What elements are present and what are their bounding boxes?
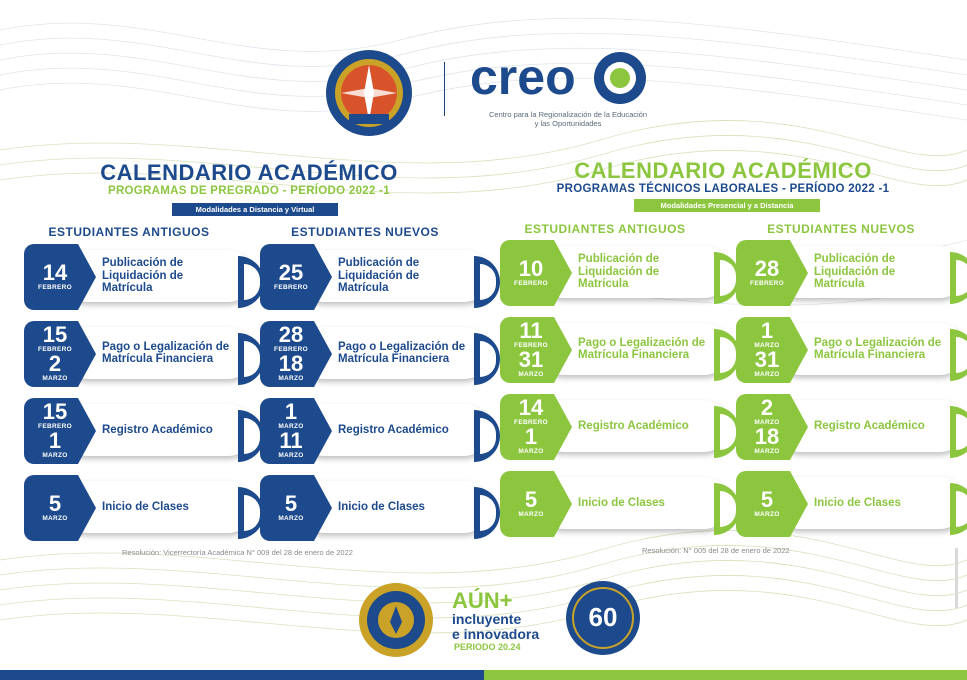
card-label: Publicación de Liquidación de Matrícula — [578, 253, 660, 291]
header-divider — [444, 62, 445, 116]
day-start: 25 — [278, 259, 304, 285]
card-label: Inicio de Clases — [814, 496, 901, 509]
card-dates — [262, 475, 320, 541]
pregrado-modalidad-badge: Modalidades a Distancia y Virtual — [172, 203, 338, 216]
month-end: MARZO — [518, 371, 544, 378]
month-start: FEBRERO — [514, 342, 548, 349]
card-dates — [26, 244, 84, 310]
day-start: 5 — [760, 486, 774, 512]
pregrado-antiguos-card — [24, 398, 244, 464]
card-end-cap-inner — [956, 337, 967, 373]
month-start: FEBRERO — [514, 279, 548, 287]
card-end-cap-inner — [956, 491, 967, 527]
month-start: MARZO — [754, 419, 780, 426]
month-start: FEBRERO — [274, 346, 308, 353]
tecnicos-resolucion: Resolución: N° 005 del 28 de enero de 2022 — [642, 546, 790, 555]
pregrado-nuevos-card — [260, 244, 480, 310]
card-end-cap-inner — [956, 414, 967, 450]
tecnicos-title: CALENDARIO ACADÉMICO — [574, 158, 872, 183]
card-dates — [502, 471, 560, 537]
tecnicos-nuevos-card — [736, 240, 956, 306]
tecnicos-subtitle: PROGRAMAS TÉCNICOS LABORALES - PERÍODO 2022 -1 — [556, 183, 890, 195]
tecnicos-col-nuevos: ESTUDIANTES NUEVOS — [767, 222, 915, 236]
month-end: MARZO — [42, 452, 68, 459]
month-end: MARZO — [754, 371, 780, 378]
creo-wordmark: creo — [470, 49, 576, 105]
card-label: Inicio de Clases — [578, 496, 665, 509]
universidad-magdalena-logo — [324, 48, 414, 138]
card-label: Pago o Legalización de Matrícula Financiera — [102, 340, 230, 365]
day-start: 15 — [42, 399, 68, 424]
pregrado-antiguos-card — [24, 321, 244, 387]
creo-subtitle — [478, 110, 658, 128]
card-label: Pago o Legalización de Matrícula Financiera — [814, 336, 942, 361]
slogan-incluyente: incluyente — [452, 611, 522, 627]
month-start: MARZO — [278, 423, 304, 430]
day-start: 15 — [42, 322, 68, 347]
month-start: FEBRERO — [514, 419, 548, 426]
day-start: 28 — [278, 322, 304, 347]
day-start: 28 — [754, 255, 780, 281]
month-start: MARZO — [278, 514, 304, 522]
card-dates — [26, 321, 84, 387]
pregrado-antiguos-card — [24, 244, 244, 310]
pregrado-subtitle: PROGRAMAS DE PREGRADO - PERÍODO 2022 -1 — [107, 185, 390, 197]
card-label: Publicación de Liquidación de Matrícula — [102, 257, 184, 295]
pregrado-title: CALENDARIO ACADÉMICO — [100, 160, 398, 185]
month-start: FEBRERO — [750, 279, 784, 287]
tecnicos-nuevos-card — [736, 471, 956, 537]
tecnicos-antiguos-card — [500, 240, 720, 306]
tecnicos-antiguos-card — [500, 394, 720, 460]
day-start: 2 — [760, 395, 774, 420]
slogan-periodo: PERIODO 20.24 — [454, 642, 521, 652]
acreditacion-seal — [358, 582, 434, 658]
aniversario-number: 60 — [588, 602, 618, 632]
card-end-cap-inner — [956, 260, 967, 296]
card-dates — [502, 317, 560, 383]
card-dates — [262, 321, 320, 387]
card-dates — [738, 394, 796, 460]
card-dates — [26, 475, 84, 541]
day-start: 5 — [524, 486, 538, 512]
month-end: MARZO — [278, 452, 304, 459]
tecnicos-nuevos-card — [736, 317, 956, 383]
card-dates — [26, 398, 84, 464]
month-end: MARZO — [42, 375, 68, 382]
slogan-innovadora: e innovadora — [452, 626, 540, 642]
card-label: Registro Académico — [578, 419, 689, 432]
card-dates — [502, 394, 560, 460]
day-start: 1 — [760, 318, 774, 343]
footer-bar-green — [484, 670, 967, 680]
month-start: MARZO — [754, 342, 780, 349]
tecnicos-antiguos-card — [500, 317, 720, 383]
pregrado-resolucion: Resolución: Vicerrectoría Académica N° 009 del 28 de enero de 2022 — [122, 548, 353, 557]
day-end: 1 — [524, 424, 538, 449]
day-start: 14 — [518, 395, 544, 420]
day-end: 31 — [518, 347, 544, 372]
tecnicos-modalidad-badge: Modalidades Presencial y a Distancia — [634, 199, 820, 212]
card-label: Pago o Legalización de Matrícula Financiera — [578, 336, 706, 361]
tecnicos-col-antiguos: ESTUDIANTES ANTIGUOS — [524, 222, 686, 236]
day-end: 11 — [279, 428, 303, 453]
month-start: MARZO — [518, 510, 544, 518]
day-end: 1 — [48, 428, 62, 453]
month-start: FEBRERO — [38, 283, 72, 291]
side-tag-mark — [954, 548, 960, 608]
day-end: 18 — [278, 351, 304, 376]
pregrado-col-antiguos: ESTUDIANTES ANTIGUOS — [48, 225, 210, 239]
slogan — [452, 590, 562, 653]
card-label: Inicio de Clases — [338, 500, 425, 513]
month-end: MARZO — [278, 375, 304, 382]
day-end: 2 — [48, 351, 62, 376]
card-dates — [262, 398, 320, 464]
day-end: 31 — [754, 347, 780, 372]
tecnicos-nuevos-card — [736, 394, 956, 460]
pregrado-nuevos-card — [260, 321, 480, 387]
month-start: FEBRERO — [38, 346, 72, 353]
month-end: MARZO — [518, 448, 544, 455]
day-start: 11 — [519, 318, 543, 343]
pregrado-nuevos-card — [260, 475, 480, 541]
pregrado-nuevos-card — [260, 398, 480, 464]
aniversario-60-seal — [565, 580, 641, 656]
day-start: 5 — [284, 490, 298, 516]
card-dates — [502, 240, 560, 306]
card-dates — [262, 244, 320, 310]
card-label: Publicación de Liquidación de Matrícula — [814, 253, 896, 291]
creo-subtitle-line2: y las Oportunidades — [534, 119, 602, 128]
footer-bar-blue — [0, 670, 484, 680]
card-dates — [738, 240, 796, 306]
card-label: Registro Académico — [338, 423, 449, 436]
card-dates — [738, 471, 796, 537]
card-dates — [738, 317, 796, 383]
card-label: Publicación de Liquidación de Matrícula — [338, 257, 420, 295]
card-label: Inicio de Clases — [102, 500, 189, 513]
month-start: MARZO — [754, 510, 780, 518]
pregrado-col-nuevos: ESTUDIANTES NUEVOS — [291, 225, 439, 239]
month-start: MARZO — [42, 514, 68, 522]
card-label: Pago o Legalización de Matrícula Financiera — [338, 340, 466, 365]
card-label: Registro Académico — [102, 423, 213, 436]
day-start: 5 — [48, 490, 62, 516]
day-start: 10 — [518, 255, 544, 281]
tecnicos-antiguos-card — [500, 471, 720, 537]
month-start: FEBRERO — [38, 423, 72, 430]
creo-subtitle-line1: Centro para la Regionalización de la Educación — [488, 110, 648, 119]
month-start: FEBRERO — [274, 283, 308, 291]
slogan-aun: AÚN+ — [452, 588, 513, 613]
day-start: 1 — [284, 399, 298, 424]
card-label: Registro Académico — [814, 419, 925, 432]
pregrado-antiguos-card — [24, 475, 244, 541]
day-end: 18 — [754, 424, 780, 449]
day-start: 14 — [42, 259, 68, 285]
month-end: MARZO — [754, 448, 780, 455]
